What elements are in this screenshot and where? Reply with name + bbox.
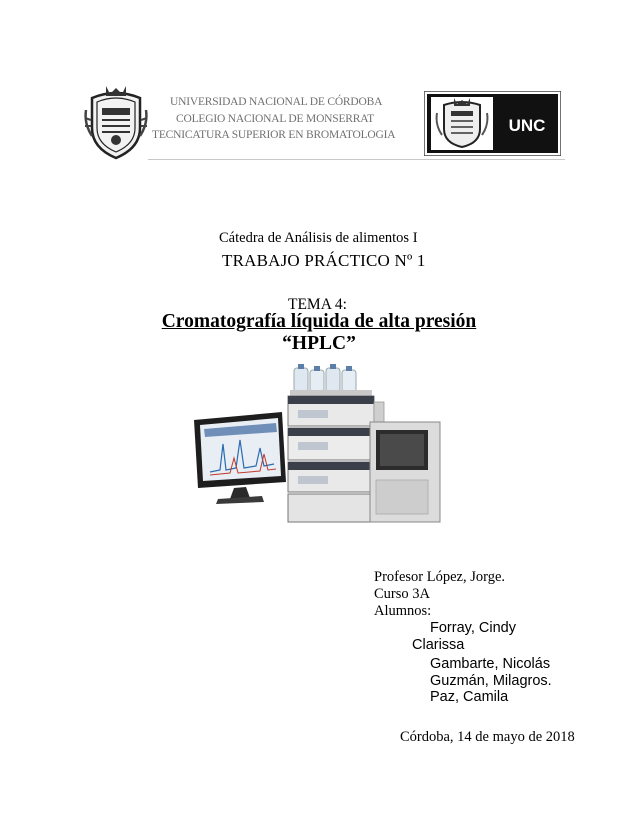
institution-line-program: TECNICATURA SUPERIOR EN BROMATOLOGIA	[152, 129, 396, 141]
tema-title	[0, 311, 638, 355]
student-name: Gambarte, Nicolás	[430, 656, 551, 672]
student-name: Forray, Cindy	[430, 620, 516, 636]
student-name: Paz, Camila	[430, 689, 509, 705]
solvent-bottles-icon	[290, 364, 372, 396]
trabajo-practico-line: TRABAJO PRÁCTICO Nº 1	[222, 251, 426, 270]
institution-line-college: COLEGIO NACIONAL DE MONSERRAT	[176, 113, 374, 125]
tema-title-line-2: “HPLC”	[282, 333, 356, 354]
monserrat-crest-logo	[84, 84, 148, 162]
catedra-line: Cátedra de Análisis de alimentos I	[219, 230, 418, 246]
student-name: Guzmán, Milagros.	[430, 673, 552, 689]
curso-line: Curso 3A	[374, 586, 430, 602]
monitor-icon	[194, 412, 286, 504]
tema-title-line-1: Cromatografía líquida de alta presión	[161, 311, 477, 332]
profesor-line: Profesor López, Jorge.	[374, 569, 506, 585]
student-name: Clarissa	[412, 637, 465, 653]
alumnos-label: Alumnos:	[374, 603, 432, 619]
institution-line-university: UNIVERSIDAD NACIONAL DE CÓRDOBA	[170, 96, 383, 108]
unc-logo-text: UNC	[508, 116, 546, 135]
hplc-equipment-illustration	[190, 362, 450, 528]
place-date-line: Córdoba, 14 de mayo de 2018	[400, 729, 575, 745]
unc-logo	[424, 91, 561, 156]
header-divider	[148, 159, 565, 160]
autosampler-icon	[370, 422, 440, 522]
tema-label: TEMA 4:	[288, 296, 347, 313]
